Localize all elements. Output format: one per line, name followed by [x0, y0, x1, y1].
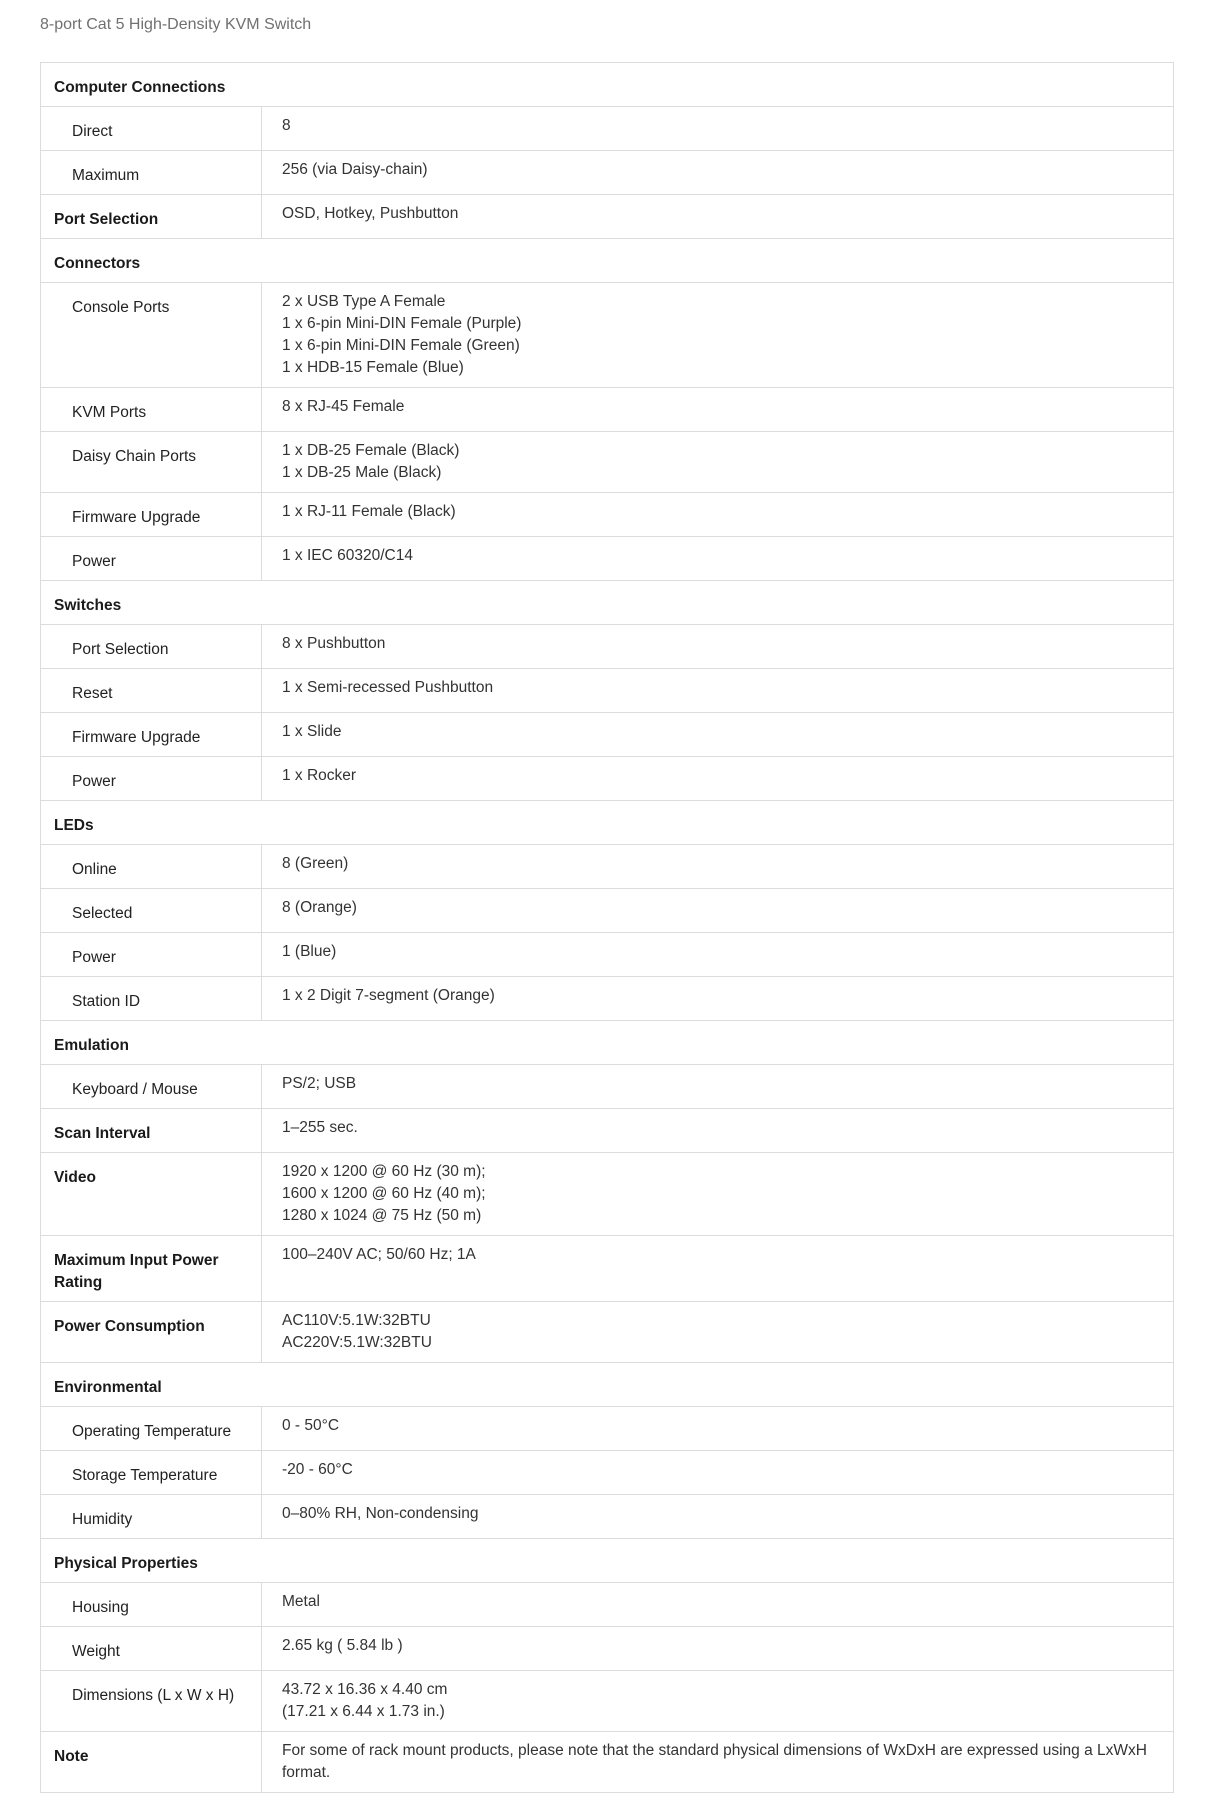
spec-value [262, 1495, 1173, 1533]
section-row-connectors [41, 239, 1174, 283]
value-line: 0–80% RH, Non-condensing [282, 1505, 479, 1522]
spec-value [262, 1671, 1173, 1731]
value-line: AC220V:5.1W:32BTU [282, 1334, 432, 1351]
value-line: 8 (Orange) [282, 899, 357, 916]
spec-value [262, 845, 1173, 883]
spec-row-switch-port-selection [41, 625, 1174, 669]
value-line: 2.65 kg ( 5.84 lb ) [282, 1637, 403, 1654]
spec-row-dimensions [41, 1671, 1174, 1732]
spec-row-maximum [41, 151, 1174, 195]
spec-label: Port Selection [72, 641, 169, 658]
spec-row-console-ports [41, 283, 1174, 388]
spec-row-weight [41, 1627, 1174, 1671]
value-line: 8 x Pushbutton [282, 635, 386, 652]
spec-label: Storage Temperature [72, 1467, 218, 1484]
value-line: 1 x DB-25 Male (Black) [282, 464, 442, 481]
spec-value [262, 107, 1173, 145]
spec-row-scan-interval [41, 1109, 1174, 1153]
spec-row-online [41, 845, 1174, 889]
value-line: 1 x Rocker [282, 767, 357, 784]
spec-row-kvm-ports [41, 388, 1174, 432]
section-title: Computer Connections [54, 79, 226, 96]
spec-value [262, 195, 1173, 233]
spec-value [262, 537, 1173, 575]
spec-label: Video [54, 1169, 96, 1186]
spec-row-port-selection [41, 195, 1174, 239]
spec-value [262, 889, 1173, 927]
spec-label: Port Selection [54, 211, 159, 228]
value-line: PS/2; USB [282, 1075, 357, 1092]
spec-label: Daisy Chain Ports [72, 448, 197, 465]
spec-value [262, 1451, 1173, 1489]
spec-label: Scan Interval [54, 1125, 151, 1142]
spec-row-switch-firmware-upgrade [41, 713, 1174, 757]
spec-label: KVM Ports [72, 404, 147, 421]
spec-row-direct [41, 107, 1174, 151]
spec-label: Dimensions (L x W x H) [72, 1687, 235, 1704]
spec-value [262, 1583, 1173, 1621]
spec-value [262, 625, 1173, 663]
section-title: Connectors [54, 255, 141, 272]
value-line: 1 x 6-pin Mini-DIN Female (Purple) [282, 315, 522, 332]
section-row-leds [41, 801, 1174, 845]
spec-label: Note [54, 1748, 89, 1765]
section-row-environmental [41, 1363, 1174, 1407]
spec-row-daisy-chain-ports [41, 432, 1174, 493]
value-line: -20 - 60°C [282, 1461, 353, 1478]
spec-label: Power [72, 773, 116, 790]
spec-label: Weight [72, 1643, 120, 1660]
spec-value [262, 1236, 1173, 1274]
spec-label: Direct [72, 123, 113, 140]
spec-label: Keyboard / Mouse [72, 1081, 198, 1098]
spec-row-video [41, 1153, 1174, 1236]
spec-value [262, 1153, 1173, 1235]
spec-label: Reset [72, 685, 113, 702]
value-line: 1 x 6-pin Mini-DIN Female (Green) [282, 337, 520, 354]
value-line: 8 x RJ-45 Female [282, 398, 405, 415]
section-title: Physical Properties [54, 1555, 198, 1572]
value-line: 8 [282, 117, 291, 134]
spec-label: Power [72, 949, 116, 966]
value-line: 1 x Slide [282, 723, 342, 740]
spec-row-housing [41, 1583, 1174, 1627]
value-line: AC110V:5.1W:32BTU [282, 1312, 431, 1329]
spec-value [262, 388, 1173, 426]
spec-value [262, 1732, 1173, 1792]
spec-label: Console Ports [72, 299, 170, 316]
spec-row-selected [41, 889, 1174, 933]
spec-value [262, 977, 1173, 1015]
spec-row-storage-temperature [41, 1451, 1174, 1495]
spec-row-operating-temperature [41, 1407, 1174, 1451]
value-line: 1 x HDB-15 Female (Blue) [282, 359, 464, 376]
value-line: 2 x USB Type A Female [282, 293, 446, 310]
value-line: 0 - 50°C [282, 1417, 340, 1434]
value-line: 1 x 2 Digit 7-segment (Orange) [282, 987, 495, 1004]
spec-label: Firmware Upgrade [72, 509, 201, 526]
value-line: 8 (Green) [282, 855, 349, 872]
spec-value [262, 713, 1173, 751]
value-line: 1 x DB-25 Female (Black) [282, 442, 460, 459]
value-line: For some of rack mount products, please note that the standard physical dimensions of WxDxH are expressed using a LxWxH format. [282, 1742, 1147, 1781]
spec-row-switch-power [41, 757, 1174, 801]
spec-label: Maximum [72, 167, 140, 184]
spec-row-keyboard-mouse [41, 1065, 1174, 1109]
spec-row-station-id [41, 977, 1174, 1021]
spec-label: Power [72, 553, 116, 570]
section-title: Environmental [54, 1379, 162, 1396]
spec-row-led-power [41, 933, 1174, 977]
spec-label: Housing [72, 1599, 129, 1616]
spec-row-note [41, 1732, 1174, 1793]
spec-row-power-consumption [41, 1302, 1174, 1363]
spec-value [262, 757, 1173, 795]
section-title: Switches [54, 597, 122, 614]
value-line: 1280 x 1024 @ 75 Hz (50 m) [282, 1207, 482, 1224]
spec-value [262, 1627, 1173, 1665]
spec-row-connector-firmware-upgrade [41, 493, 1174, 537]
specifications-table [40, 62, 1174, 1793]
section-row-switches [41, 581, 1174, 625]
spec-label: Online [72, 861, 117, 878]
spec-row-reset [41, 669, 1174, 713]
spec-label: Maximum Input Power Rating [54, 1252, 219, 1291]
spec-label: Firmware Upgrade [72, 729, 201, 746]
spec-label: Operating Temperature [72, 1423, 232, 1440]
spec-label: Humidity [72, 1511, 133, 1528]
value-line: 1600 x 1200 @ 60 Hz (40 m); [282, 1185, 486, 1202]
spec-value [262, 669, 1173, 707]
spec-value [262, 283, 1173, 387]
value-line: Metal [282, 1593, 320, 1610]
section-title: LEDs [54, 817, 94, 834]
value-line: 1 (Blue) [282, 943, 337, 960]
spec-label: Selected [72, 905, 133, 922]
value-line: 1920 x 1200 @ 60 Hz (30 m); [282, 1163, 486, 1180]
value-line: 1 x RJ-11 Female (Black) [282, 503, 456, 520]
section-title: Emulation [54, 1037, 129, 1054]
value-line: 100–240V AC; 50/60 Hz; 1A [282, 1246, 476, 1263]
value-line: 1 x IEC 60320/C14 [282, 547, 413, 564]
spec-row-humidity [41, 1495, 1174, 1539]
spec-value [262, 493, 1173, 531]
spec-row-max-input-power [41, 1236, 1174, 1302]
spec-value [262, 933, 1173, 971]
spec-value [262, 1065, 1173, 1103]
value-line: OSD, Hotkey, Pushbutton [282, 205, 459, 222]
spec-value [262, 151, 1173, 189]
value-line: (17.21 x 6.44 x 1.73 in.) [282, 1703, 445, 1720]
spec-value [262, 1109, 1173, 1147]
spec-value [262, 1302, 1173, 1362]
value-line: 1–255 sec. [282, 1119, 358, 1136]
value-line: 1 x Semi-recessed Pushbutton [282, 679, 494, 696]
spec-label: Power Consumption [54, 1318, 205, 1335]
section-row-emulation [41, 1021, 1174, 1065]
section-row-physical-properties [41, 1539, 1174, 1583]
spec-value [262, 432, 1173, 492]
section-row-computer-connections [41, 63, 1174, 107]
value-line: 43.72 x 16.36 x 4.40 cm [282, 1681, 448, 1698]
product-caption: 8-port Cat 5 High-Density KVM Switch [40, 16, 312, 33]
spec-value [262, 1407, 1173, 1445]
spec-label: Station ID [72, 993, 141, 1010]
spec-row-connector-power [41, 537, 1174, 581]
value-line: 256 (via Daisy-chain) [282, 161, 428, 178]
